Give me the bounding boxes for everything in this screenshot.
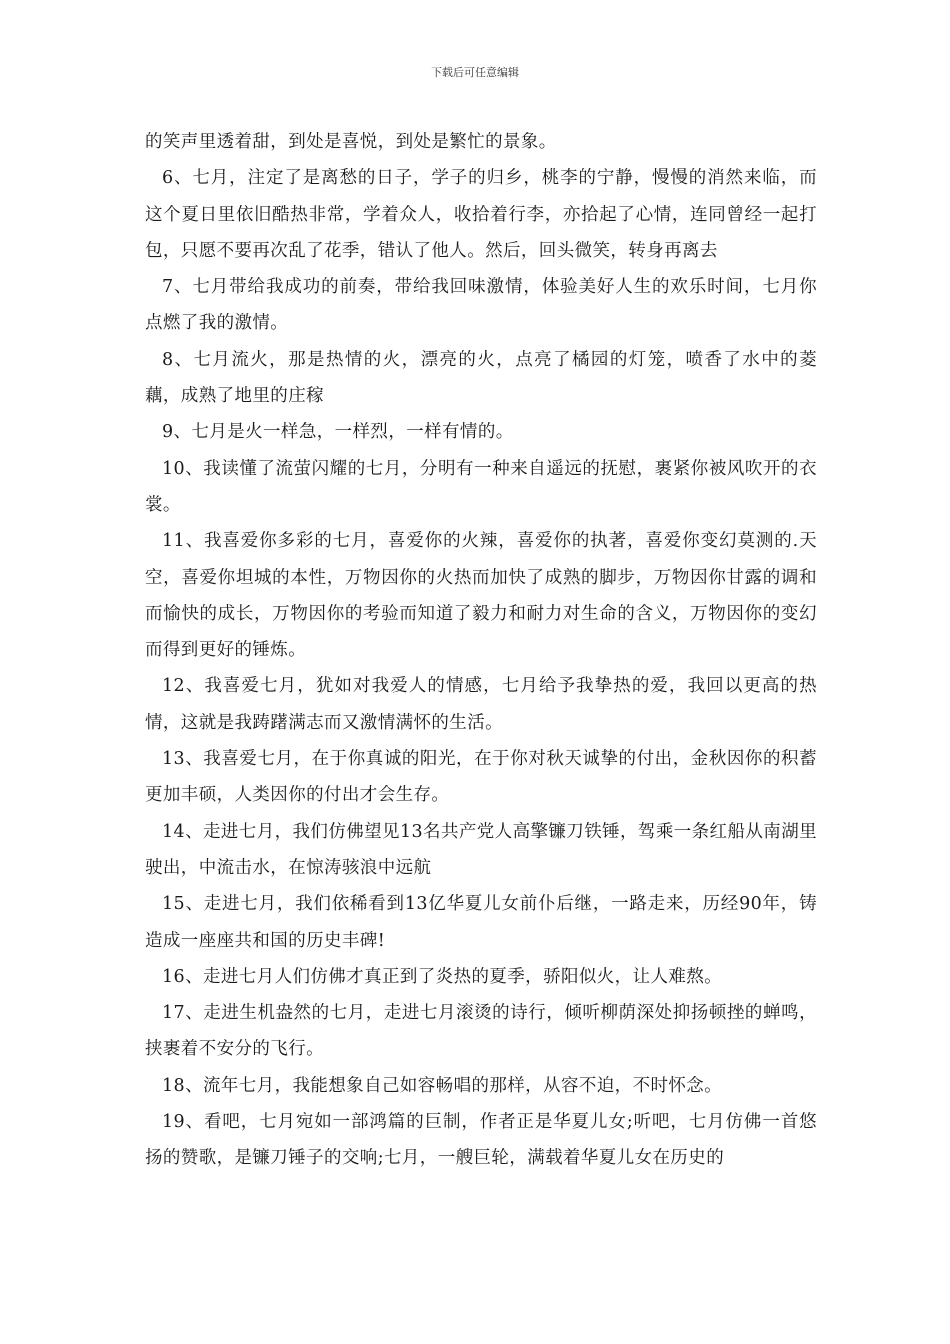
paragraph-item-19: 19、看吧，七月宛如一部鸿篇的巨制，作者正是华夏儿女;听吧，七月仿佛一首悠扬的赞歌，是镰刀锤子的交响;七月，一艘巨轮，满载着华夏儿女在历史的: [145, 1112, 817, 1169]
paragraph-item-16: 16、走进七月人们仿佛才真正到了炎热的夏季，骄阳似火，让人难熬。: [162, 966, 723, 987]
paragraph-item-12: 12、我喜爱七月，犹如对我爱人的情感，七月给予我挚热的爱，我回以更高的热情，这就是我踌躇满志而又激情满怀的生活。: [145, 676, 817, 733]
paragraph-item-17: 17、走进生机盎然的七月，走进七月滚烫的诗行，倾听柳荫深处抑扬顿挫的蝉鸣，挟裹着不安分的飞行。: [145, 1003, 817, 1060]
paragraph-item-10: 10、我读懂了流萤闪耀的七月，分明有一种来自遥远的抚慰，裹紧你被风吹开的衣裳。: [145, 458, 817, 515]
paragraph-item-13: 13、我喜爱七月，在于你真诚的阳光，在于你对秋天诚挚的付出，金秋因你的积蓄更加丰硕，人类因你的付出才会生存。: [145, 749, 817, 806]
paragraph-item-18: 18、流年七月，我能想象自己如容畅唱的那样，从容不迫，不时怀念。: [162, 1075, 723, 1096]
paragraph-item-8: 8、七月流火，那是热情的火，漂亮的火，点亮了橘园的灯笼，喷香了水中的菱藕，成熟了地里的庄稼: [145, 349, 817, 407]
document-body: [145, 124, 817, 1177]
paragraph-item-11: 11、我喜爱你多彩的七月，喜爱你的火辣，喜爱你的执著，喜爱你变幻莫测的.天空，喜爱你坦城的本性，万物因你的火热而加快了成熟的脚步，万物因你甘露的调和而愉快的成长，万物因你的考验而知道了毅力和耐力对生命的含义，万物因你的变幻而得到更好的锤炼。: [145, 531, 817, 661]
paragraph-item-9: 9、七月是火一样急，一样烈，一样有情的。: [162, 422, 514, 443]
paragraph-item-7: 7、七月带给我成功的前奏，带给我回味激情，体验美好人生的欢乐时间，七月你点燃了我的激情。: [145, 277, 817, 334]
paragraph-item-15: 15、走进七月，我们依稀看到13亿华夏儿女前仆后继，一路走来，历经90年，铸造成一座座共和国的历史丰碑!: [145, 894, 817, 951]
page-header-note: 下载后可任意编辑: [431, 66, 519, 79]
paragraph-item-14: 14、走进七月，我们仿佛望见13名共产党人高擎镰刀铁锤，驾乘一条红船从南湖里驶出，中流击水，在惊涛骇浪中远航: [145, 821, 817, 878]
paragraph-item-6: 6、七月，注定了是离愁的日子，学子的归乡，桃李的宁静，慢慢的消然来临，而这个夏日里依旧酷热非常，学着众人，收拾着行李，亦拾起了心情，连同曾经一起打包，只愿不要再次乱了花季，错认了他人。然后，回头微笑，转身再离去: [145, 168, 817, 261]
paragraph-continued: 的笑声里透着甜，到处是喜悦，到处是繁忙的景象。: [145, 132, 557, 152]
